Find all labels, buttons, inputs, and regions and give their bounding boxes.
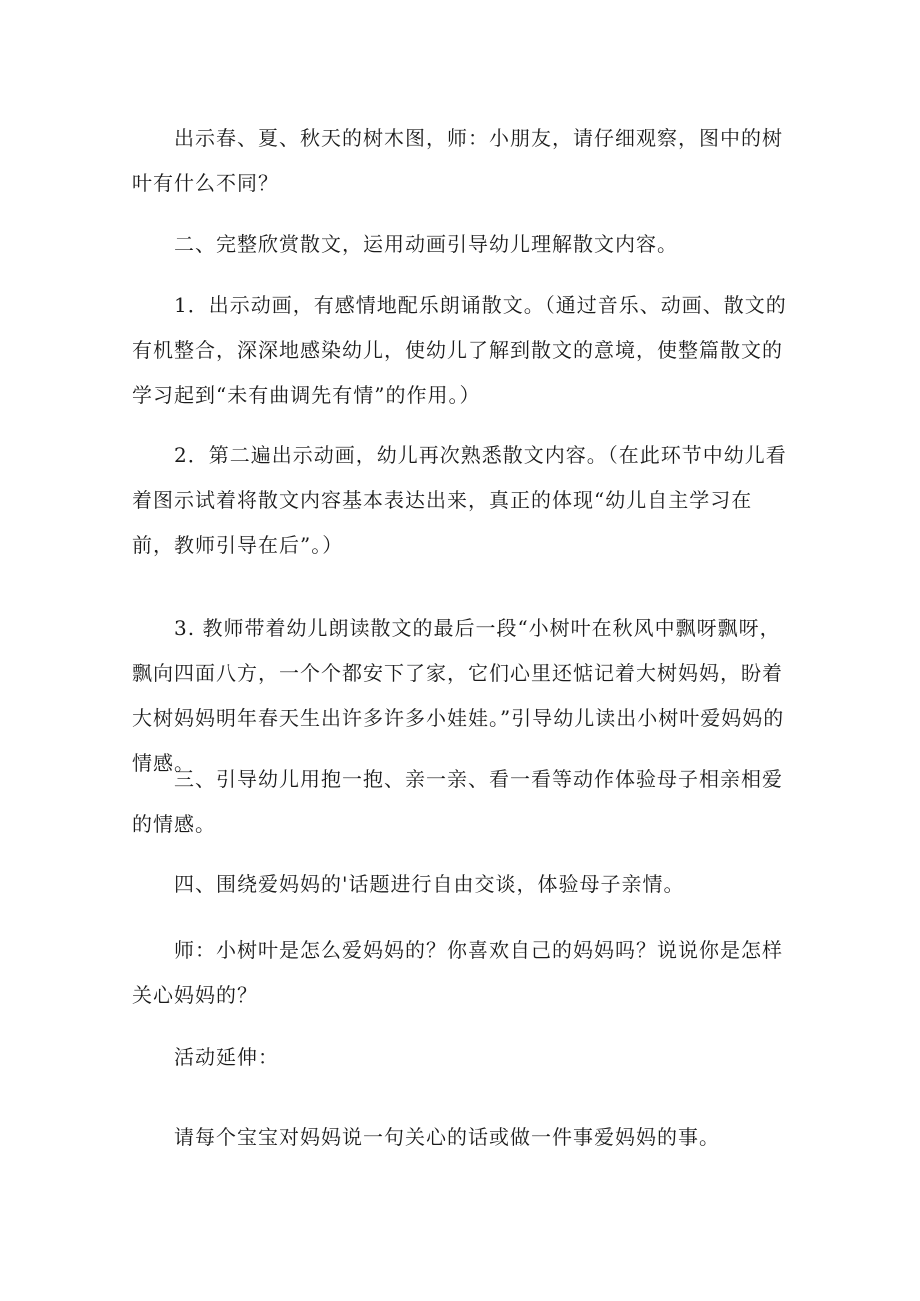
section-heading-three: 三、引导幼儿用抱一抱、亲一亲、看一看等动作体验母子相亲相爱的情感。	[132, 767, 783, 836]
activity-extension-heading: 活动延伸：	[174, 1045, 279, 1069]
paragraph-step-three: 3. 教师带着幼儿朗读散文的最后一段“小树叶在秋风中飘呀飘呀，飘向四面八方，一个个都安下了家，它们心里还惦记着大树妈妈，盼着大树妈妈明年春天生出许多许多小娃娃。”引导幼儿读出小树叶爱妈妈的情感。	[132, 616, 785, 775]
paragraph-step-one: 1．出示动画，有感情地配乐朗诵散文。（通过音乐、动画、散文的有机整合，深深地感染幼儿，使幼儿了解到散文的意境，使整篇散文的学习起到“未有曲调先有情”的作用。）	[132, 293, 787, 407]
paragraph-activity-extension: 请每个宝宝对妈妈说一句关心的话或做一件事爱妈妈的事。	[174, 1125, 720, 1149]
section-heading-two: 二、完整欣赏散文，运用动画引导幼儿理解散文内容。	[174, 232, 678, 256]
paragraph-step-two: 2．第二遍出示动画，幼儿再次熟悉散文内容。（在此环节中幼儿看着图示试着将散文内容基本表达出来，真正的体现“幼儿自主学习在前，教师引导在后”。）	[132, 443, 787, 557]
paragraph-teacher-questions: 师：小树叶是怎么爱妈妈的？你喜欢自己的妈妈吗？说说你是怎样关心妈妈的？	[132, 938, 783, 1007]
section-heading-four: 四、围绕爱妈妈的'话题进行自由交谈，体验母子亲情。	[174, 872, 685, 896]
paragraph-observe-tree-leaves: 出示春、夏、秋天的树木图，师：小朋友，请仔细观察，图中的树叶有什么不同？	[132, 126, 783, 195]
